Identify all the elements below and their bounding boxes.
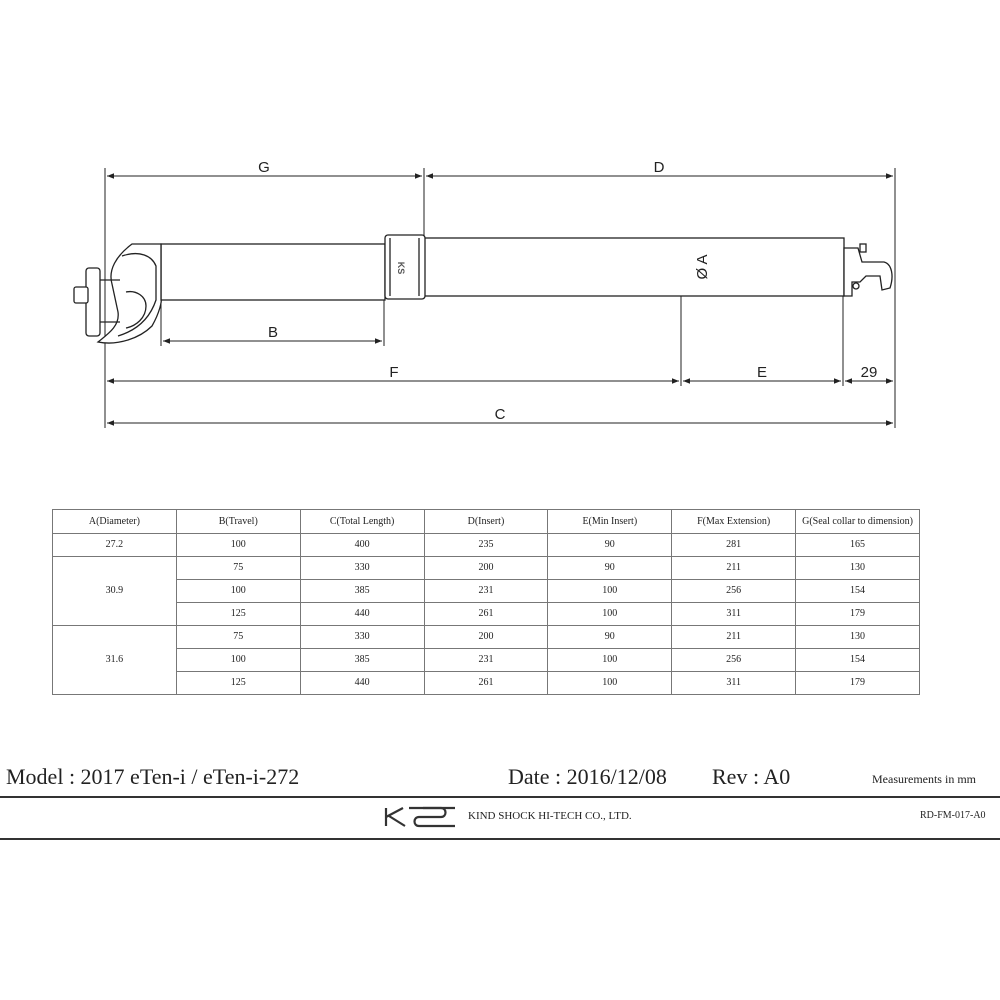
insert-cell: 231	[424, 649, 548, 672]
insert-cell: 235	[424, 534, 548, 557]
table-row	[53, 557, 920, 580]
min-insert-cell: 90	[548, 534, 672, 557]
max-extension-cell: 311	[672, 603, 796, 626]
divider-bottom	[0, 838, 1000, 840]
min-insert-cell: 90	[548, 557, 672, 580]
travel-cell: 125	[176, 672, 300, 695]
insert-cell: 200	[424, 626, 548, 649]
header-e: E(Min Insert)	[548, 510, 672, 534]
divider-top	[0, 796, 1000, 798]
seal-collar-cell: 154	[796, 649, 920, 672]
max-extension-cell: 211	[672, 557, 796, 580]
insert-cell: 261	[424, 672, 548, 695]
cable-actuator	[844, 248, 892, 296]
model-title: Model : 2017 eTen-i / eTen-i-272	[6, 764, 300, 789]
travel-cell: 100	[176, 649, 300, 672]
total-length-cell: 400	[300, 534, 424, 557]
collar-logo: KS	[396, 261, 406, 275]
max-extension-cell: 311	[672, 672, 796, 695]
insert-cell: 261	[424, 603, 548, 626]
seatpost-outline	[74, 235, 892, 343]
drawing-date: Date : 2016/12/08	[508, 764, 667, 789]
dim-label-f: F	[389, 364, 399, 381]
dim-label-29: 29	[860, 364, 878, 381]
min-insert-cell: 90	[548, 626, 672, 649]
header-d: D(Insert)	[424, 510, 548, 534]
seal-collar-cell: 154	[796, 580, 920, 603]
travel-cell: 100	[176, 580, 300, 603]
travel-cell: 75	[176, 557, 300, 580]
clamp-bolt-head	[74, 287, 88, 303]
units-note: Measurements in mm	[872, 772, 976, 786]
total-length-cell: 385	[300, 649, 424, 672]
header-b: B(Travel)	[176, 510, 300, 534]
max-extension-cell: 256	[672, 580, 796, 603]
total-length-cell: 440	[300, 672, 424, 695]
table-row	[53, 626, 920, 649]
seal-collar-cell: 130	[796, 626, 920, 649]
dim-label-e: E	[756, 364, 768, 381]
seal-collar-cell: 165	[796, 534, 920, 557]
insert-cell: 200	[424, 557, 548, 580]
diameter-cell: 30.9	[53, 557, 177, 626]
max-extension-cell: 211	[672, 626, 796, 649]
table-row	[53, 580, 920, 603]
table-row	[53, 603, 920, 626]
max-extension-cell: 256	[672, 649, 796, 672]
revision: Rev : A0	[712, 764, 791, 789]
table-row	[53, 534, 920, 557]
dim-label-d: D	[653, 159, 665, 176]
min-insert-cell: 100	[548, 672, 672, 695]
dim-label-c: C	[494, 406, 506, 423]
dim-label-g: G	[258, 159, 270, 176]
seal-collar-cell: 179	[796, 672, 920, 695]
total-length-cell: 385	[300, 580, 424, 603]
travel-cell: 100	[176, 534, 300, 557]
header-g: G(Seal collar to dimension)	[796, 510, 920, 534]
spec-table	[52, 509, 920, 695]
seal-collar-cell: 130	[796, 557, 920, 580]
table-header-row	[53, 510, 920, 534]
upper-stanchion	[161, 244, 385, 300]
company-name: KIND SHOCK HI-TECH CO., LTD.	[468, 810, 632, 822]
min-insert-cell: 100	[548, 649, 672, 672]
dim-label-a: Ø A	[694, 254, 711, 280]
total-length-cell: 440	[300, 603, 424, 626]
total-length-cell: 330	[300, 626, 424, 649]
document-number: RD-FM-017-A0	[920, 810, 986, 821]
table-row	[53, 649, 920, 672]
min-insert-cell: 100	[548, 603, 672, 626]
header-a: A(Diameter)	[53, 510, 177, 534]
table-row	[53, 672, 920, 695]
seal-collar-cell: 179	[796, 603, 920, 626]
insert-cell: 231	[424, 580, 548, 603]
travel-cell: 125	[176, 603, 300, 626]
max-extension-cell: 281	[672, 534, 796, 557]
min-insert-cell: 100	[548, 580, 672, 603]
dim-label-b: B	[267, 324, 279, 341]
diameter-cell: 27.2	[53, 534, 177, 557]
total-length-cell: 330	[300, 557, 424, 580]
diameter-cell: 31.6	[53, 626, 177, 695]
header-c: C(Total Length)	[300, 510, 424, 534]
header-f: F(Max Extension)	[672, 510, 796, 534]
ks-logo	[383, 806, 459, 828]
lower-tube	[424, 238, 844, 296]
travel-cell: 75	[176, 626, 300, 649]
